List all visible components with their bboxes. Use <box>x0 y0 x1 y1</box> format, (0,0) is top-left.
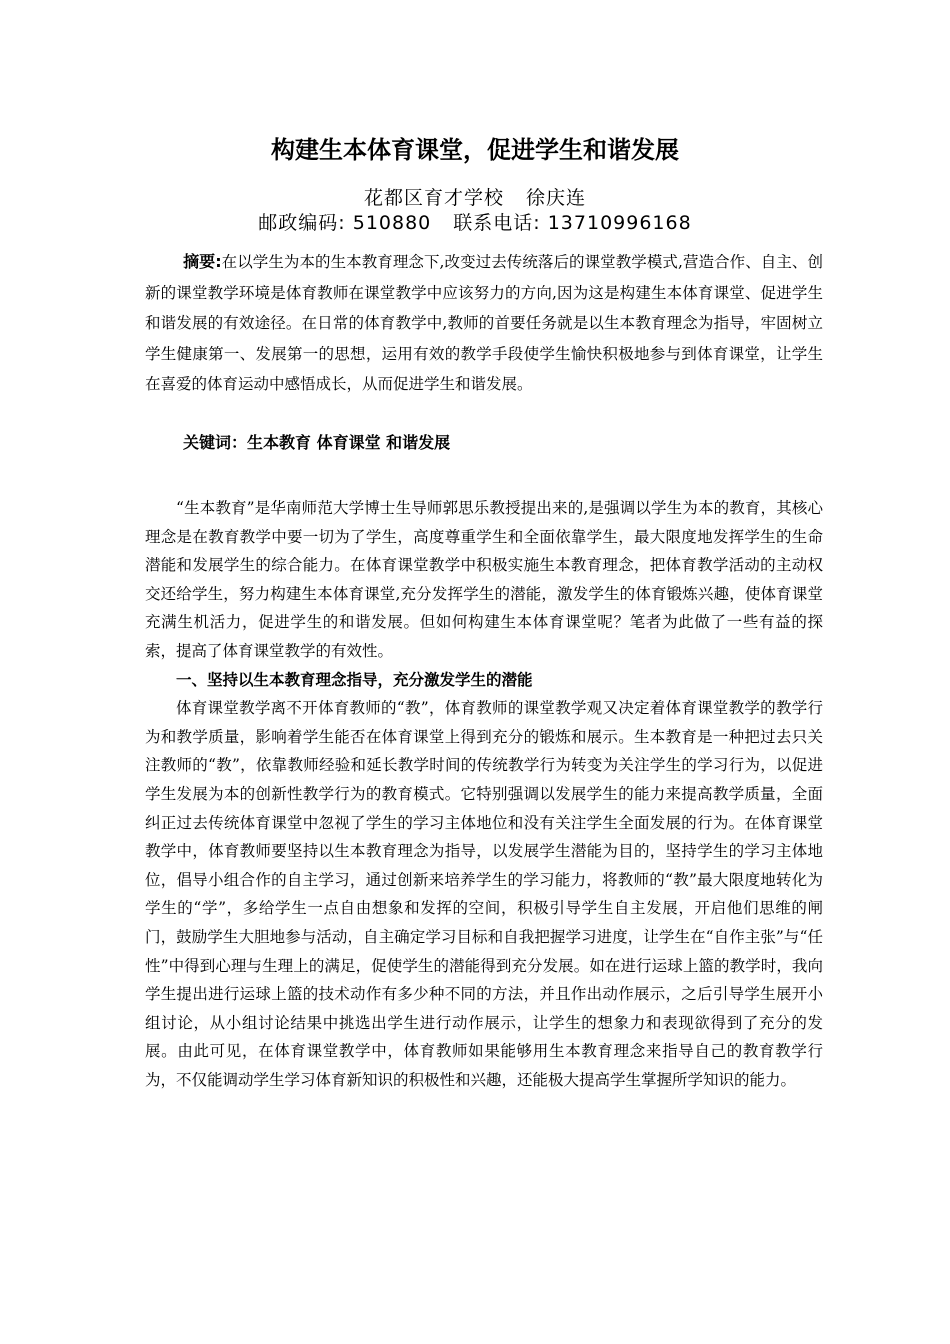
section-paragraph: 体育课堂教学离不开体育教师的“教”，体育教师的课堂教学观又决定着体育课堂教学的教学行为和教学质量，影响着学生能否在体育课堂上得到充分的锻炼和展示。生本教育是一种把过去只关注教师的“教”，依靠教师经验和延长教学时间的传统教学行为转变为关注学生的学习行为，以促进学生发展为本的创新性教学行为的教育模式。它特别强调以发展学生的能力来提高教学质量，全面纠正过去传统体育课堂中忽视了学生的学习主体地位和没有关注学生全面发展的行为。在体育课堂教学中，体育教师要坚持以生本教育理念为指导，以发展学生潜能为目的，坚持学生的学习主体地位，倡导小组合作的自主学习，通过创新来培养学生的学习能力，将教师的“教”最大限度地转化为学生的“学”，多给学生一点自由想象和发挥的空间，积极引导学生自主发展，开启他们思维的闸门，鼓励学生大胆地参与活动，自主确定学习目标和自我把握学习进度，让学生在“自作主张”与“任性”中得到心理与生理上的满足，促使学生的潜能得到充分发展。如在进行运球上篮的教学时，我向学生提出进行运球上篮的技术动作有多少种不同的方法，并且作出动作展示，之后引导学生展开小组讨论，从小组讨论结果中挑选出学生进行动作展示，让学生的想象力和表现欲得到了充分的发展。由此可见，在体育课堂教学中，体育教师如果能够用生本教育理念来指导自己的教育教学行为，不仅能调动学生学习体育新知识的积极性和兴趣，还能极大提高学生掌握所学知识的能力。 <box>145 699 823 1089</box>
section-heading: 一、坚持以生本教育理念指导，充分激发学生的潜能 <box>176 670 533 689</box>
abstract-text: 在以学生为本的生本教育理念下,改变过去传统落后的课堂教学模式,营造合作、自主、创新的课堂教学环境是体育教师在课堂教学中应该努力的方向,因为这是构建生本体育课堂、促进学生和谐发展的有效途径。在日常的体育教学中,教师的首要任务就是以生本教育理念为指导，牢固树立学生健康第一、发展第一的思想，运用有效的教学手段使学生愉快积极地参与到体育课堂，让学生在喜爱的体育运动中感悟成长，从而促进学生和谐发展。 <box>145 253 823 393</box>
abstract <box>145 247 823 400</box>
keywords: 关键词：生本教育 体育课堂 和谐发展 <box>183 433 451 452</box>
abstract-label: 摘要: <box>183 252 222 271</box>
author-line <box>0 185 950 211</box>
document-title: 构建生本体育课堂，促进学生和谐发展 <box>271 136 679 164</box>
school-name: 花都区育才学校 <box>363 187 504 209</box>
contact-line <box>0 210 950 236</box>
body-text <box>145 494 823 1094</box>
postcode: 邮政编码: 510880 <box>258 212 432 234</box>
intro-paragraph: “生本教育”是华南师范大学博士生导师郭思乐教授提出来的,是强调以学生为本的教育，其核心理念是在教育教学中要一切为了学生，高度尊重学生和全面依靠学生，最大限度地发挥学生的生命潜能和发展学生的综合能力。在体育课堂教学中积极实施生本教育理念，把体育教学活动的主动权交还给学生，努力构建生本体育课堂,充分发挥学生的潜能，激发学生的体育锻炼兴趣，使体育课堂充满生机活力，促进学生的和谐发展。但如何构建生本体育课堂呢？笔者为此做了一些有益的探索，提高了体育课堂教学的有效性。 <box>145 499 823 660</box>
phone-number: 联系电话: 13710996168 <box>453 212 692 234</box>
author-name: 徐庆连 <box>526 187 587 209</box>
